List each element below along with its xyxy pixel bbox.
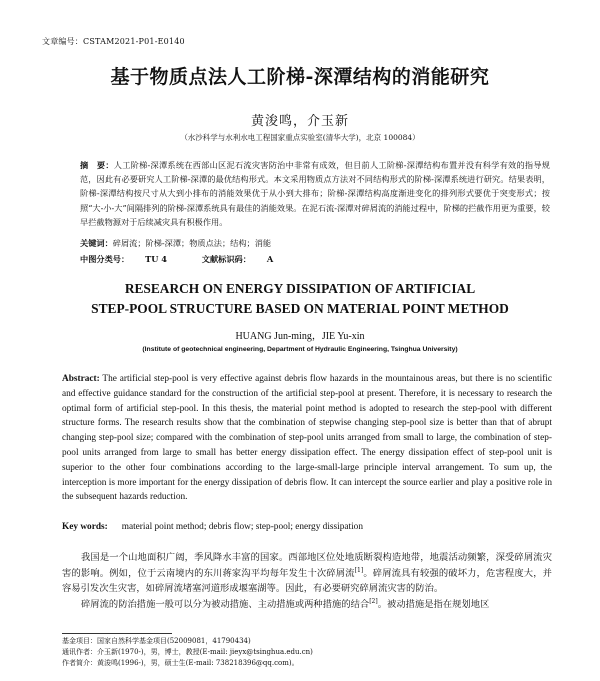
body-paragraph: [62, 550, 552, 597]
en-affiliation: (Institute of geotechnical engineering, Department of Hydraulic Engineering, Tsinghua University): [142, 346, 458, 353]
en-authors: HUANG Jun-ming，JIE Yu-xin: [235, 331, 365, 342]
footnotes: [62, 636, 552, 669]
cn-keywords-label: 关键词：: [80, 238, 113, 248]
clc-label: 中图分类号：: [80, 254, 130, 264]
body-text: [62, 550, 552, 612]
en-keywords: [62, 520, 552, 534]
cn-affiliation: （水沙科学与水利水电工程国家重点实验室(清华大学)，北京 100084）: [180, 133, 420, 142]
cn-keywords-text: 碎屑流；阶梯-深潭；物质点法；结构；消能: [112, 238, 272, 248]
footnote-first-author: 作者简介：黄浚鸣(1996-)，男，硕士生(E-mail: 738218396@qq.com)。: [62, 659, 299, 667]
en-keywords-text: material point method; debris flow; step-pool; energy dissipation: [121, 522, 363, 532]
en-title-line1: RESEARCH ON ENERGY DISSIPATION OF ARTIFICIAL: [124, 281, 476, 296]
cn-authors: 黄浚鸣，介玉新: [250, 114, 349, 129]
body-text-run: 。被动措施是指在规划地区: [377, 598, 490, 610]
citation-ref[interactable]: [2]: [369, 597, 378, 605]
cn-abstract-text: 人工阶梯-深潭系统在西部山区泥石流灾害防治中非常有成效，但目前人工阶梯-深潭结构布置并没有科学有效的指导规范，因此有必要研究人工阶梯-深潭的最优结构形式。本文采用物质点方法对不同结构形式的阶梯-深潭系统进行研究。结果表明，阶梯-深潭结构按尺寸从大到小排布的消能效果优于从小到大排布；阶梯-深潭结构高度渐进变化的排列形式要优于突变形式；按照“大-小-大”间隔排列的阶梯-深潭系统具有最佳的消能效果。在泥石流-深潭对碎屑流的消能过程中，阶梯的拦截作用更为重要，较早拦截物源对于后续减灾具有积极作用。: [80, 160, 550, 227]
article-number: 文章编号：CSTAM2021-P01-E0140: [42, 37, 185, 46]
cn-title: 基于物质点法人工阶梯-深潭结构的消能研究: [110, 66, 490, 88]
footnote-divider: [62, 633, 172, 634]
en-keywords-label: Key words:: [62, 522, 108, 532]
en-abstract-label: Abstract:: [62, 374, 100, 384]
cn-abstract-label: 摘 要：: [80, 160, 114, 170]
cn-keywords: [80, 236, 550, 250]
doc-code-label: 文献标识码：: [201, 254, 251, 264]
en-title: [0, 279, 600, 319]
clc-value: TU 4: [145, 254, 167, 264]
body-text-run: 碎屑流的防治措施一般可以分为被动措施、主动措施或两种措施的结合: [81, 598, 370, 610]
cn-abstract: [80, 158, 550, 229]
footnote-corresponding-author: 通讯作者：介玉新(1970-)，男，博士，教授(E-mail: jieyx@tsinghua.edu.cn): [62, 648, 313, 656]
footnote-fund: 基金项目：国家自然科学基金项目(52009081，41790434): [62, 637, 251, 645]
clc-number: [80, 254, 183, 264]
doc-code-value: A: [266, 254, 274, 264]
en-abstract-text: The artificial step-pool is very effective against debris flow hazards in the mountainous areas, but there is no scientific and effective guidance standard for the construction of the artificial step-pool at present. Therefore, it is necessary to research the optimal form of artificial step-pool. In this thesis, the material point method is adopted to research the step-pool with different structure forms. The research results show that the combination of stepwise changing step-pool size is better than that of abrupt changing step-pool size; compared with the combination of step-pool units arranged from small to large, the combination of step-pool units arranged from large to small has better energy dissipation effect. The energy dissipation effect of step-pool unit is superior to the other four combinations according to the large-small-large principle interval arrangement. To sum up, the interception is more important for the energy dissipation of debris flow. It can intercept the source earlier and play a positive role in the subsequent hazards reduction.: [62, 374, 553, 503]
cn-classification: [80, 252, 550, 266]
en-abstract: [62, 372, 552, 505]
citation-ref[interactable]: [1]: [354, 566, 364, 574]
body-text-run: 。碎屑流具有较强的破坏力，危害程度大，并容易引发次生灾害，如碎屑流堵塞河道形成堰塞湖等。因此，有必要研究碎屑流灾害的防治。: [62, 567, 552, 595]
en-title-line2: STEP-POOL STRUCTURE BASED ON MATERIAL POINT METHOD: [91, 301, 509, 316]
body-paragraph: [62, 597, 552, 613]
body-text-run: 我国是一个山地面积广阔，季风降水丰富的国家。西部地区位处地质断裂构造地带，地震活动频繁，深受碎屑流灾害的影响。例如，位于云南境内的东川蒋家沟平均每年发生十次碎屑流: [62, 552, 552, 579]
document-code: [202, 254, 290, 264]
